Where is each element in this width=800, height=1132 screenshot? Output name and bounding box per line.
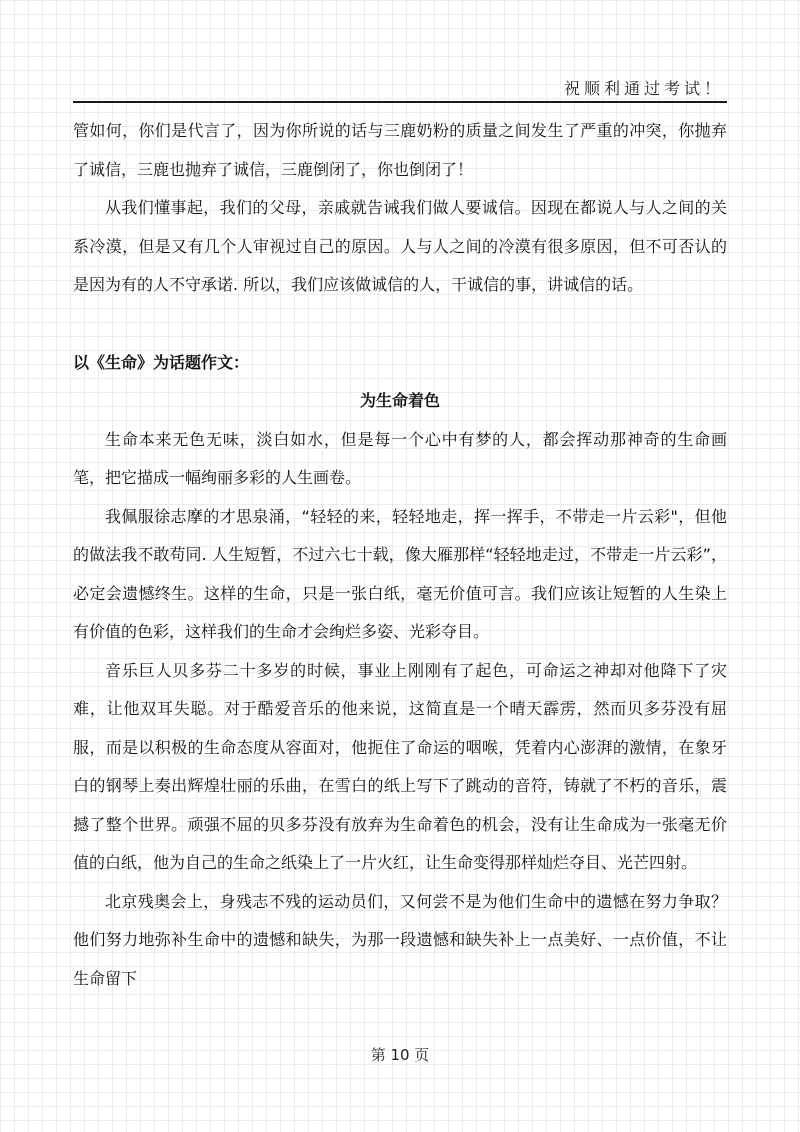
paragraph-beethoven: 音乐巨人贝多芬二十多岁的时候，事业上刚刚有了起色，可命运之神却对他降下了灾难，让他双耳失聪。对于酷爱音乐的他来说，这简直是一个晴天霹雳，然而贝多芬没有屈服，而是以积极的生命态度从容面对，他扼住了命运的咽喉，凭着内心澎湃的激情，在象牙白的钢琴上奏出辉煌壮丽的乐曲，在雪白的纸上写下了跳动的音符，铸就了不朽的音乐，震撼了整个世界。顽强不屈的贝多芬没有放弃为生命着色的机会，没有让生命成为一张毫无价值的白纸，他为自己的生命之纸染上了一片火红，让生命变得那样灿烂夺目、光芒四射。 [73,660,727,872]
paragraph-paralympics: 北京残奥会上，身残志不残的运动员们，又何尝不是为他们生命中的遗憾在努力争取？他们努力地弥补生命中的遗憾和缺失，为那一段遗憾和缺失补上一点美好、一点价值，不让生命留下 [73,891,727,988]
essay-title: 为生命着色 [359,391,440,410]
page-header-text: 祝顺利通过考试！ [563,79,724,98]
document-body [73,112,727,998]
header-divider [73,101,727,103]
paragraph-xu-zhimo: 我佩服徐志摩的才思泉涌，“轻轻的来，轻轻地走，挥一挥手，不带走一片云彩"，但他的做法我不敢苟同. 人生短暂，不过六七十载，像大雁那样“轻轻地走过，不带走一片云彩”，必定会遗憾终生。这样的生命，只是一张白纸，毫无价值可言。我们应该让短暂的人生染上有价值的色彩，这样我们的生命才会绚烂多姿、光彩夺目。 [73,506,727,641]
page-number: 第 10 页 [370,1046,430,1064]
paragraph-intro: 生命本来无色无味，淡白如水，但是每一个心中有梦的人，都会挥动那神奇的生命画笔，把它描成一幅绚丽多彩的人生画卷。 [73,429,727,487]
paragraph-continuation: 管如何，你们是代言了，因为你所说的话与三鹿奶粉的质量之间发生了严重的冲突，你抛弃了诚信，三鹿也抛弃了诚信，三鹿倒闭了，你也倒闭了！ [73,121,727,179]
paragraph-integrity: 从我们懂事起，我们的父母，亲戚就告诫我们做人要诚信。因现在都说人与人之间的关系冷漠，但是又有几个人审视过自己的原因。人与人之间的冷漠有很多原因，但不可否认的是因为有的人不守承诺. 所以，我们应该做诚信的人，干诚信的事，讲诚信的话。 [73,198,727,294]
section-heading: 以《生命》为话题作文： [73,352,250,372]
